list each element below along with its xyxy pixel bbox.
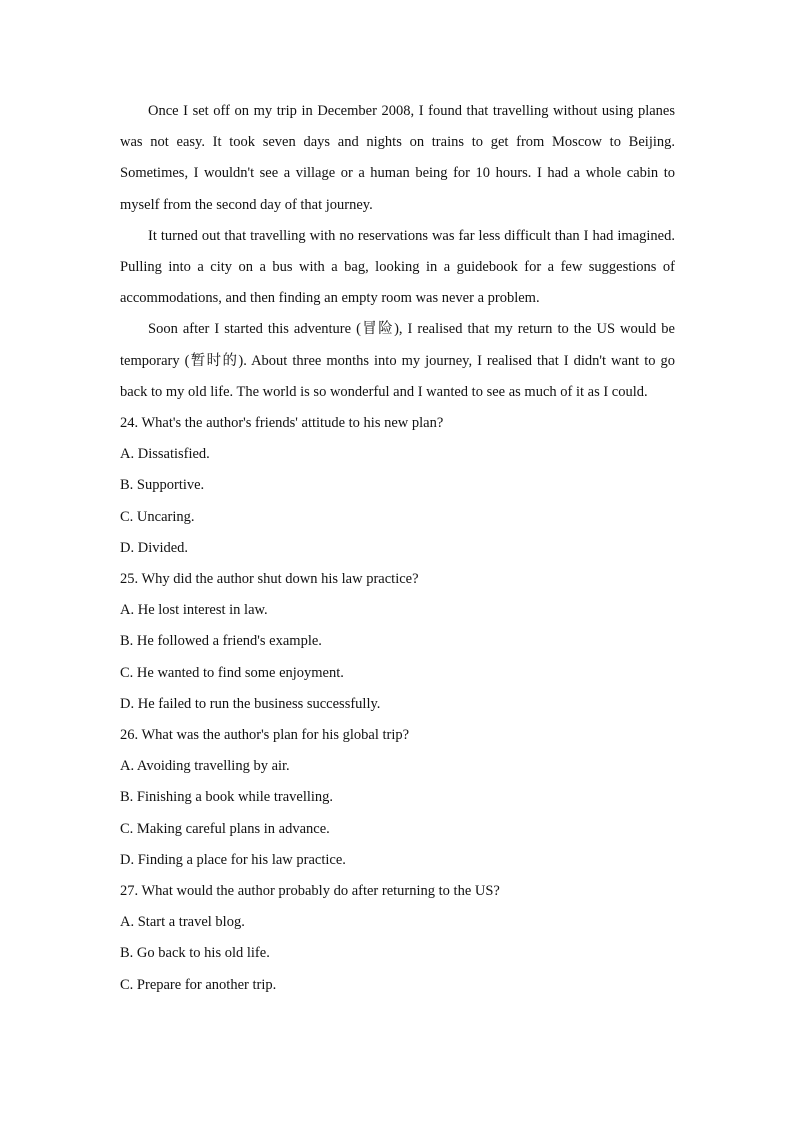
- option-c: C. Prepare for another trip.: [120, 976, 277, 993]
- option-c: C. He wanted to find some enjoyment.: [120, 664, 344, 681]
- question-26: [120, 720, 675, 876]
- passage-paragraph-1: Once I set off on my trip in December 2008, I found that travelling without using planes was not easy. It took seven days and nights on trains to get from Moscow to Beijing. Sometimes, I wouldn't see a village or a human being for 10 hours. I had a whole cabin to myself from the second day of that journey.: [120, 103, 675, 213]
- question-25: [120, 564, 675, 720]
- question-stem: 26. What was the author's plan for his global trip?: [120, 727, 410, 744]
- document-page: [120, 96, 675, 1001]
- question-stem: 27. What would the author probably do after returning to the US?: [120, 883, 500, 900]
- option-d: D. Divided.: [120, 539, 189, 556]
- question-stem: 24. What's the author's friends' attitude to his new plan?: [120, 415, 444, 432]
- option-b: B. Supportive.: [120, 477, 205, 494]
- option-a: A. Avoiding travelling by air.: [120, 758, 290, 775]
- question-stem: 25. Why did the author shut down his law practice?: [120, 571, 419, 588]
- option-b: B. He followed a friend's example.: [120, 633, 322, 650]
- option-d: D. Finding a place for his law practice.: [120, 851, 346, 868]
- option-c: C. Making careful plans in advance.: [120, 820, 330, 837]
- option-b: B. Finishing a book while travelling.: [120, 789, 334, 806]
- passage-paragraph-3: Soon after I started this adventure (冒险), I realised that my return to the US would be temporary (暂时的). About three months into my journey, I realised that I didn't want to go back to my old life. The world is so wonderful and I wanted to see as much of it as I could.: [120, 321, 675, 400]
- question-24: [120, 408, 675, 564]
- question-27: [120, 876, 675, 1001]
- option-c: C. Uncaring.: [120, 508, 195, 525]
- passage-paragraph-2: It turned out that travelling with no reservations was far less difficult than I had imagined. Pulling into a city on a bus with a bag, looking in a guidebook for a few suggestions of accommodations, and then finding an empty room was never a problem.: [120, 227, 675, 307]
- reading-passage: [120, 96, 675, 408]
- option-a: A. He lost interest in law.: [120, 602, 268, 619]
- option-a: A. Dissatisfied.: [120, 446, 210, 463]
- option-b: B. Go back to his old life.: [120, 945, 270, 962]
- option-d: D. He failed to run the business successfully.: [120, 695, 381, 712]
- option-a: A. Start a travel blog.: [120, 914, 245, 931]
